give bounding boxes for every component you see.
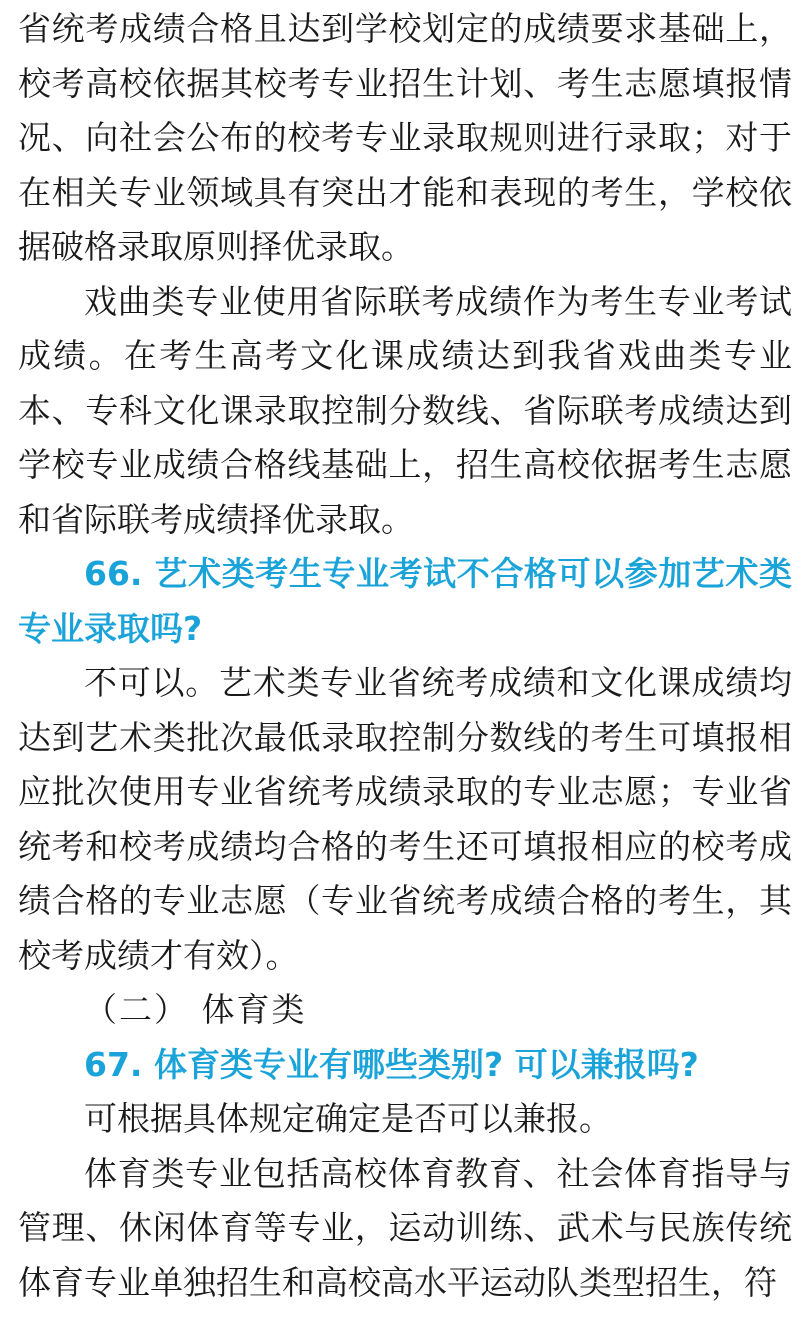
paragraph-admission-rules: 省统考成绩合格且达到学校划定的成绩要求基础上，校考高校依据其校考专业招生计划、考生志愿填报情况、向社会公布的校考专业录取规则进行录取；对于在相关专业领域具有突出才能和表现的考生，学校依据破格录取原则择优录取。 <box>18 9 792 266</box>
section-subheading-sports: （二） 体育类 <box>84 990 307 1029</box>
answer-67-paragraph: 可根据具体规定确定是否可以兼报。 <box>84 1099 612 1138</box>
question-67-heading: 67. 体育类专业有哪些类别? 可以兼报吗? <box>84 1044 699 1084</box>
answer-66-paragraph: 不可以。艺术类专业省统考成绩和文化课成绩均达到艺术类批次最低录取控制分数线的考生可填报相应批次使用专业省统考成绩录取的专业志愿；专业省统考和校考成绩均合格的考生还可填报相应的校考成绩合格的专业志愿（专业省统考成绩合格的考生，其校考成绩才有效）。 <box>18 663 792 975</box>
document-page <box>18 0 792 1310</box>
paragraph-sports-majors: 体育类专业包括高校体育教育、社会体育指导与管理、休闲体育等专业，运动训练、武术与民族传统体育专业单独招生和高校高水平运动队类型招生，符 <box>18 1153 792 1302</box>
question-66-heading: 66. 艺术类考生专业考试不合格可以参加艺术类专业录取吗? <box>18 554 792 648</box>
paragraph-opera-majors: 戏曲类专业使用省际联考成绩作为考生专业考试成绩。在考生高考文化课成绩达到我省戏曲类专业本、专科文化课录取控制分数线、省际联考成绩达到学校专业成绩合格线基础上，招生高校依据考生志愿和省际联考成绩择优录取。 <box>18 281 792 539</box>
